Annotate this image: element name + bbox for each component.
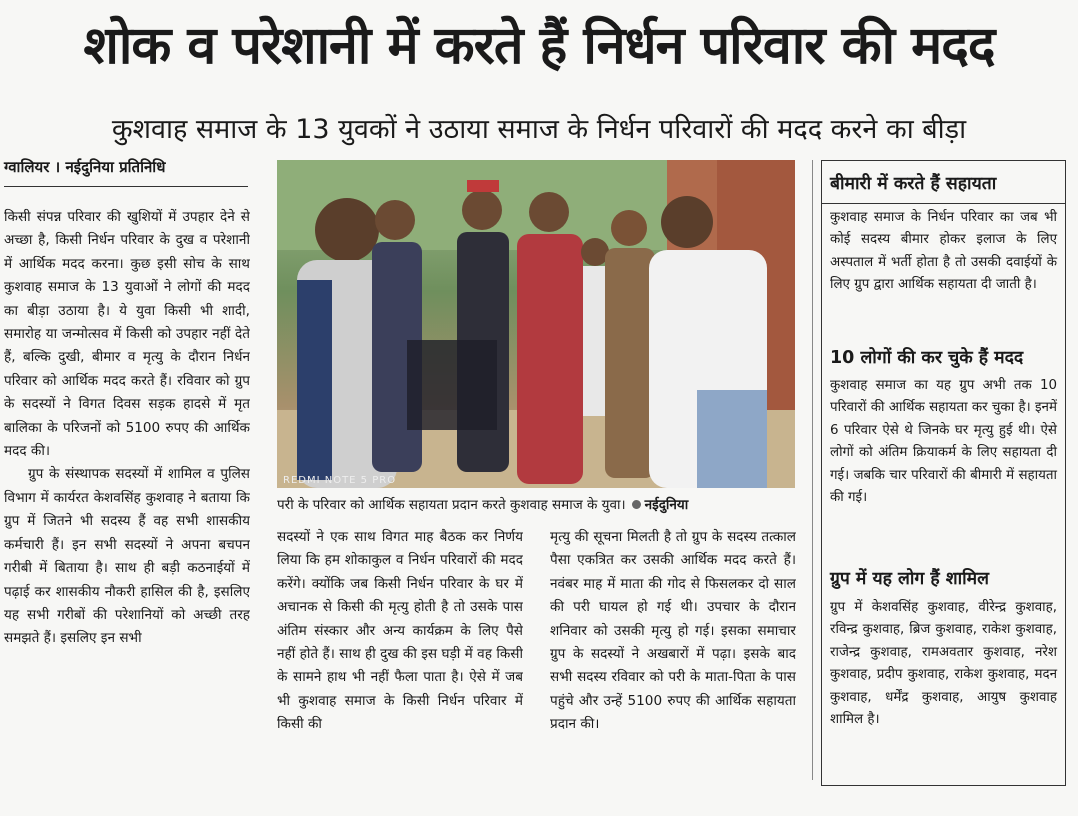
article-column-3 [550, 526, 796, 788]
photo-caption [277, 494, 795, 516]
photo-watermark: REDMI NOTE 5 PRO [283, 475, 397, 486]
sidebar-heading: बीमारी में करते हैं सहायता [822, 171, 1065, 204]
article-paragraph: सदस्यों ने एक साथ विगत माह बैठक कर निर्णय लिया कि हम शोकाकुल व निर्धन परिवारों की मदद करेंगे। क्योंकि जब किसी निर्धन परिवार के घर में अचानक से किसी की मृत्यु होती है तो उसके पास अंतिम संस्कार और अन्य कार्यक्रम के लिए पैसे नहीं होते हैं। साथ ही दुख की इस घड़ी में वह किसी के सामने हाथ भी नहीं फैला पाता है। ऐसे में जब भी कुशवाह समाज के किसी निर्धन परिवार में किसी की [277, 529, 523, 733]
sidebar-heading: 10 लोगों की कर चुके हैं मदद [830, 348, 1024, 368]
bullet-icon [632, 500, 641, 509]
sidebar-heading: ग्रुप में यह लोग हैं शामिल [830, 569, 990, 589]
headline: शोक व परेशानी में करते हैं निर्धन परिवार की मदद [83, 16, 995, 76]
article-column-1 [4, 206, 250, 782]
article-paragraph: ग्रुप के संस्थापक सदस्यों में शामिल व पुलिस विभाग में कार्यरत केशवसिंह कुशवाह ने बताया कि ग्रुप में जितने भी सदस्य हैं वह सभी शासकीय कर्मचारी हैं। इन सभी सदस्यों ने अपना बचपन गरीबी में बिताया है। साथ ही बड़ी कठनाईयों में पढ़ाई कर शासकीय नौकरी हासिल की है, इसलिए यह सभी गरीबों की परेशानियों को अच्छी तरह समझते हैं। इसलिए इन सभी [4, 466, 250, 647]
sidebar-box [821, 160, 1066, 786]
sidebar-text: कुशवाह समाज के निर्धन परिवार का जब भी कोई सदस्य बीमार होकर इलाज के लिए अस्पताल में भर्ती होता है तो उसकी दवाईयों के लिए ग्रुप द्वारा आर्थिक सहायता दी जाती है। [830, 210, 1057, 293]
sidebar-text: कुशवाह समाज का यह ग्रुप अभी तक 10 परिवारों की आर्थिक सहायता कर चुका है। इनमें 6 परिवार ऐसे थे जिनके घर मृत्यु हुई थी। ऐसे लोगों को अंतिम क्रियाकर्म के लिए सहायता दी गई। जबकि चार परिवारों की बीमारी में सहायता की गई। [830, 378, 1057, 506]
subheadline: कुशवाह समाज के 13 युवकों ने उठाया समाज के निर्धन परिवारों की मदद करने का बीड़ा [111, 114, 967, 145]
caption-text: परी के परिवार को आर्थिक सहायता प्रदान करते कुशवाह समाज के युवा। [277, 497, 626, 513]
article-column-2 [277, 526, 523, 788]
byline: ग्वालियर । नईदुनिया प्रतिनिधि [4, 156, 248, 187]
column-divider [812, 160, 813, 780]
article-paragraph: मृत्यु की सूचना मिलती है तो ग्रुप के सदस्य तत्काल पैसा एकत्रित कर उसकी आर्थिक मदद करते हैं। नवंबर माह में माता की गोद से फिसलकर दो साल की परी घायल हो गई थी। उपचार के दौरान शनिवार को उसकी मृत्यु हो गई। इसका समाचार ग्रुप के सदस्यों ने अखबारों में पढ़ा। इसके बाद सभी सदस्य रविवार को परी के माता-पिता के पास पहुंचे और उन्हें 5100 रुपए की आर्थिक सहायता प्रदान की। [550, 529, 796, 733]
sidebar-text: ग्रुप में केशवसिंह कुशवाह, वीरेन्द्र कुशवाह, रविन्द्र कुशवाह, ब्रिज कुशवाह, राकेश कुशवाह, राजेन्द्र कुशवाह, रामअवतार कुशवाह, नरेश कुशवाह, प्रदीप कुशवाह, राकेश कुशवाह, मदन कुशवाह, धर्मेंद्र कुशवाह, आयुष कुशवाह शामिल है। [830, 600, 1057, 728]
news-photo [277, 160, 795, 488]
group-photo-illustration [277, 160, 795, 488]
photo-credit: नईदुनिया [644, 497, 689, 513]
article-paragraph: किसी संपन्न परिवार की खुशियों में उपहार देने से अच्छा है, किसी निर्धन परिवार के दुख व परेशानी में आर्थिक मदद करना। कुछ इसी सोच के साथ कुशवाह समाज के 13 युवाओं ने लोगों की मदद का बीड़ा उठाया है। ये युवा किसी भी शादी, समारोह या जन्मोत्सव में किसी को उपहार नहीं देते हैं, बल्कि दुखी, बीमार व मृत्यु के दौरान निर्धन परिवार को आर्थिक मदद करते हैं। रविवार को ग्रुप के सदस्यों ने विगत दिवस सड़क हादसे में मृत बालिका के परिजनों को 5100 रुपए की आर्थिक मदद की। [4, 209, 250, 460]
